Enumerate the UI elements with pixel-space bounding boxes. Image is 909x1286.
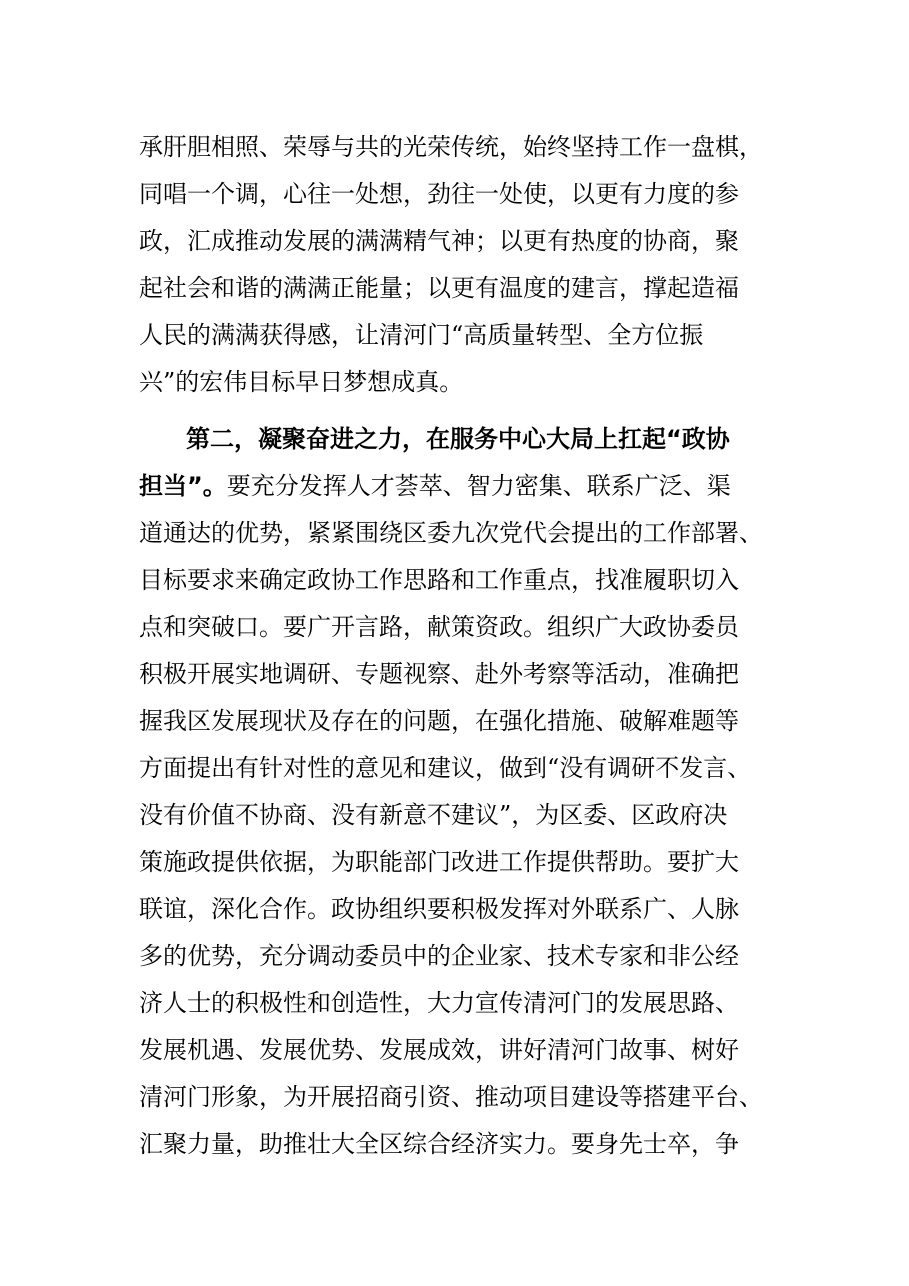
paragraph-continuation: [139, 124, 779, 406]
text-line: 积极开展实地调研、专题视察、赴外考察等活动，准确把: [139, 660, 739, 688]
text-line: 道通达的优势，紧紧围绕区委九次党代会提出的工作部署、: [139, 519, 763, 547]
paragraph-gap: [139, 406, 779, 416]
text-line: 联谊，深化合作。政协组织要积极发挥对外联系广、人脉: [139, 895, 739, 923]
text-line: 兴”的宏伟目标早日梦想成真。: [139, 368, 464, 396]
text-line: 政，汇成推动发展的满满精气神；以更有热度的协商，聚: [139, 227, 739, 255]
text-line: 起社会和谐的满满正能量；以更有温度的建言，撑起造福: [139, 274, 739, 302]
text-line: 人民的满满获得感，让清河门“高质量转型、全方位振: [139, 321, 704, 349]
text-line: 没有价值不协商、没有新意不建议”，为区委、区政府决: [139, 801, 728, 829]
text-line: 目标要求来确定政协工作思路和工作重点，找准履职切入: [139, 566, 739, 594]
text-line: 方面提出有针对性的意见和建议，做到“没有调研不发言、: [139, 754, 752, 782]
text-line: 握我区发展现状及存在的问题，在强化措施、破解难题等: [139, 707, 739, 735]
text-line: 清河门形象，为开展招商引资、推动项目建设等搭建平台、: [139, 1083, 763, 1111]
section-heading: 第二，凝聚奋进之力，在服务中心大局上扛起“政协: [186, 425, 730, 453]
section-heading-tail: 担当”。: [139, 472, 227, 500]
text-line: 发展机遇、发展优势、发展成效，讲好清河门故事、树好: [139, 1036, 739, 1064]
text-line: 承肝胆相照、荣辱与共的光荣传统，始终坚持工作一盘棋，: [139, 133, 763, 161]
text-line: 汇聚力量，助推壮大全区综合经济实力。要身先士卒，争: [139, 1130, 739, 1158]
text-line: 济人士的积极性和创造性，大力宣传清河门的发展思路、: [139, 989, 739, 1017]
paragraph-second-point: [139, 416, 779, 1168]
text-line: 策施政提供依据，为职能部门改进工作提供帮助。要扩大: [139, 848, 739, 876]
text-line: 同唱一个调，心往一处想，劲往一处使，以更有力度的参: [139, 180, 739, 208]
text-line: 多的优势，充分调动委员中的企业家、技术专家和非公经: [139, 942, 739, 970]
text-run: 要充分发挥人才荟萃、智力密集、联系广泛、渠: [226, 472, 731, 500]
text-line: 点和突破口。要广开言路，献策资政。组织广大政协委员: [139, 613, 739, 641]
text-line: [139, 463, 779, 510]
document-body: [139, 124, 779, 1168]
